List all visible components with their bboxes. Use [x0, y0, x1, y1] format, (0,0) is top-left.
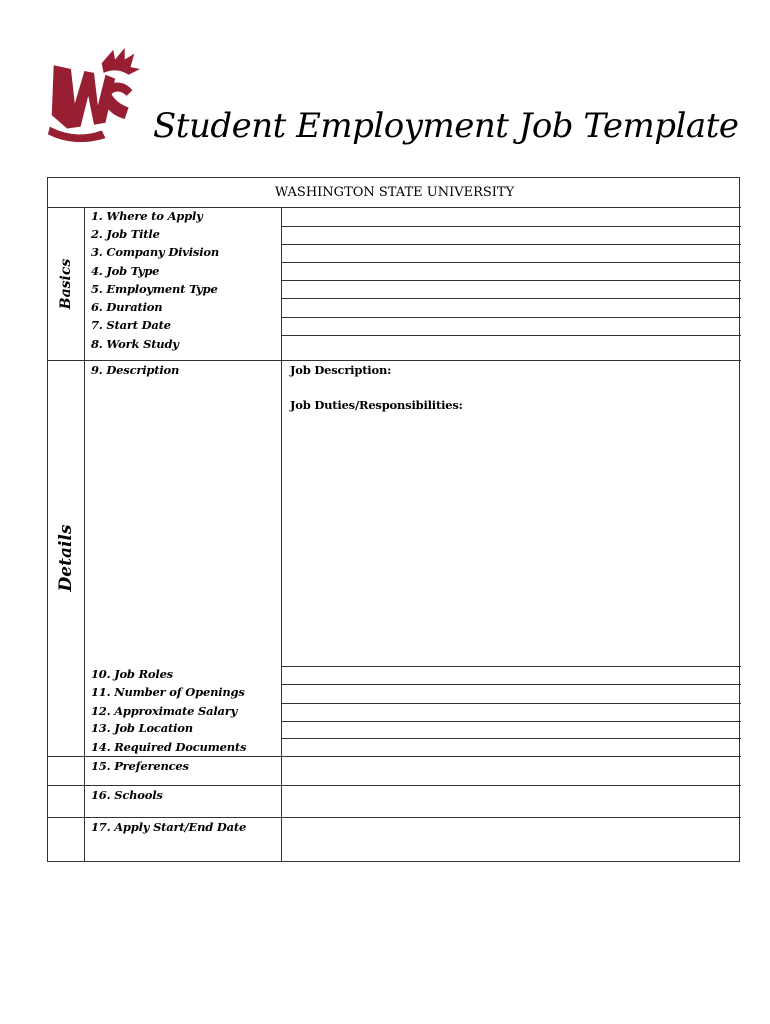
job-template-table	[47, 177, 740, 862]
field-label: 13. Job Location	[91, 721, 193, 735]
section-label-basics: Basics	[58, 258, 74, 310]
field-label: 4. Job Type	[91, 264, 160, 278]
value-cell-number-of-openings[interactable]	[281, 685, 740, 703]
field-label: 12. Approximate Salary	[91, 704, 238, 718]
value-cell-company-division[interactable]	[281, 245, 740, 262]
value-cell-job-title[interactable]	[281, 227, 740, 244]
value-cell-required-documents[interactable]	[281, 739, 740, 756]
value-cell-job-type[interactable]	[281, 263, 740, 280]
value-cell-apply-start-end-date[interactable]	[281, 818, 740, 861]
page-title: Student Employment Job Template	[153, 106, 739, 146]
value-cell-employment-type[interactable]	[281, 281, 740, 298]
field-label: 6. Duration	[91, 300, 163, 314]
field-label: 10. Job Roles	[91, 667, 173, 681]
wsu-logo-icon	[46, 46, 142, 142]
table-header: WASHINGTON STATE UNIVERSITY	[274, 185, 515, 200]
field-label: 3. Company Division	[91, 245, 220, 259]
field-label: 14. Required Documents	[91, 740, 247, 754]
section-label-details: Details	[56, 524, 76, 592]
value-cell-work-study[interactable]	[281, 336, 740, 360]
field-label: 17. Apply Start/End Date	[91, 820, 247, 834]
field-label: 11. Number of Openings	[91, 685, 245, 699]
value-cell-job-location[interactable]	[281, 722, 740, 738]
value-cell-where-to-apply[interactable]	[281, 208, 740, 226]
field-label: 16. Schools	[91, 788, 163, 802]
field-label: 2. Job Title	[91, 227, 160, 241]
value-cell-description[interactable]	[281, 361, 740, 666]
field-label: 9. Description	[91, 363, 180, 377]
value-cell-preferences[interactable]	[281, 757, 740, 785]
field-label: 15. Preferences	[91, 759, 189, 773]
field-label: 1. Where to Apply	[91, 209, 203, 223]
value-cell-duration[interactable]	[281, 299, 740, 317]
job-duties-label: Job Duties/Responsibilities:	[290, 398, 463, 412]
value-cell-schools[interactable]	[281, 786, 740, 817]
value-cell-job-roles[interactable]	[281, 667, 740, 684]
value-cell-approximate-salary[interactable]	[281, 704, 740, 721]
field-label: 8. Work Study	[91, 337, 179, 351]
field-label: 7. Start Date	[91, 318, 171, 332]
job-description-label: Job Description:	[290, 363, 392, 377]
field-label: 5. Employment Type	[91, 282, 218, 296]
value-cell-start-date[interactable]	[281, 318, 740, 335]
